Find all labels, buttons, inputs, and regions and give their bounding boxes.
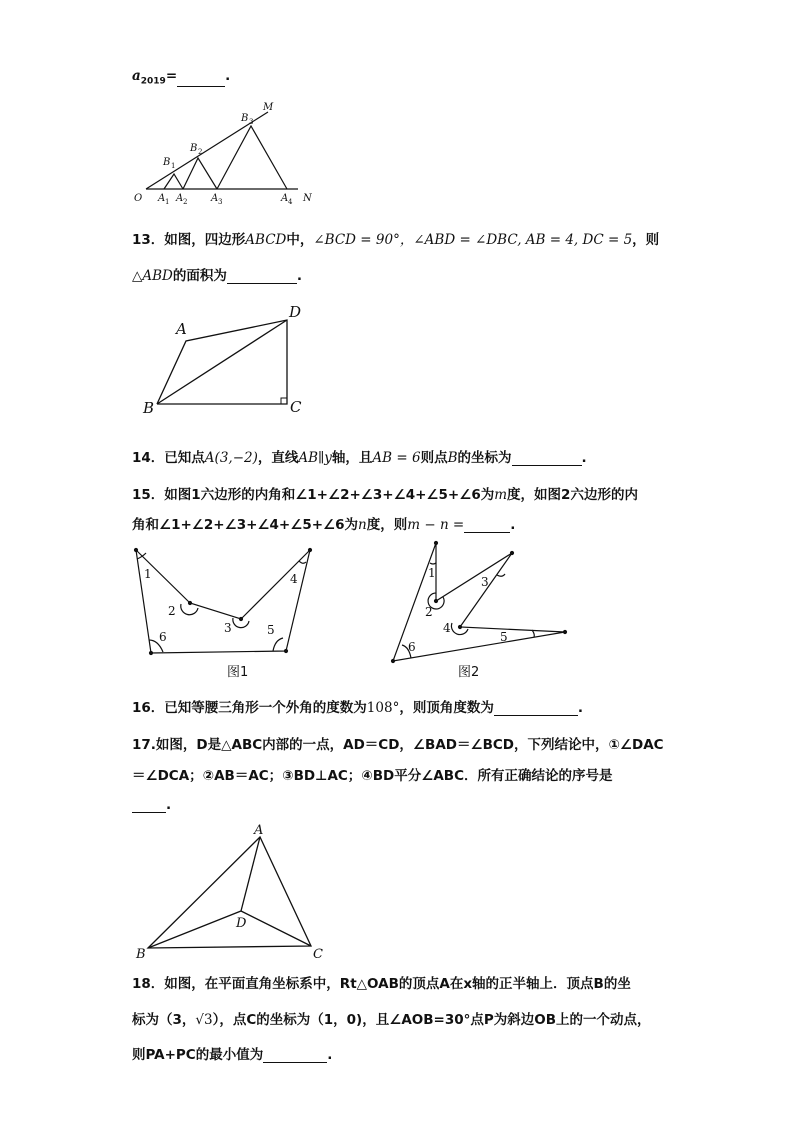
label-B3: B (241, 113, 249, 124)
q13-line1 (132, 228, 659, 248)
q17-number: 17. (132, 737, 156, 753)
label-A1: A (158, 193, 166, 204)
q16-text2: ，则顶角度数为 (399, 700, 494, 716)
q15-expr: m − n = (407, 517, 465, 533)
right-angle-mark-C (281, 398, 287, 404)
label-B1: B (163, 157, 171, 168)
q12-figure (146, 112, 298, 189)
q14-answer-blank[interactable] (512, 451, 582, 466)
q16-number: 16． (132, 700, 165, 716)
q14-text1: 已知点 (164, 450, 205, 466)
label-A1-sub: 1 (165, 198, 170, 206)
q15-fig2-labels (408, 566, 508, 680)
q13-line2-text: 的面积为 (172, 268, 227, 284)
q16-answer-blank[interactable] (494, 701, 578, 716)
q17-answer-blank[interactable] (132, 798, 166, 813)
q14-text2: ，直线 (257, 450, 299, 466)
q18-line3: 则PA+PC的最小值为 (132, 1047, 264, 1063)
q18-line1 (132, 972, 631, 992)
q15-line2a: 角和∠1+∠2+∠3+∠4+∠5+∠6为 (132, 517, 359, 533)
vertex-dot (135, 549, 138, 552)
q17-label-A: A (254, 823, 264, 838)
q18-line2a: 标为（3， (132, 1012, 196, 1028)
q16-end: . (577, 700, 583, 716)
label-A2: A (176, 193, 184, 204)
q15-figure2 (392, 542, 567, 663)
vertex-dot (285, 650, 288, 653)
vertex-dot (435, 600, 438, 603)
q16-line (132, 696, 583, 716)
segment-AD (241, 837, 260, 911)
q13-text2: 中， (286, 232, 314, 248)
angle-arc-2 (181, 604, 198, 615)
q13-cond2: ，∠ABD = ∠DBC, AB = 4, DC = 5 (399, 232, 633, 248)
q12-sub: 2019 (140, 76, 166, 87)
q17-labels (135, 823, 323, 962)
q15-line1 (132, 483, 638, 503)
label-O: O (134, 193, 143, 204)
q17-line2 (132, 764, 612, 784)
fig1-angle-label-2: 2 (168, 604, 176, 618)
angle-arc-3 (497, 574, 505, 576)
q18-line2 (132, 1008, 651, 1028)
q15-line1b: 度，如图2六边形的内 (507, 487, 638, 503)
q17-line3 (132, 797, 171, 813)
q13-triangle: △ABD (132, 268, 173, 284)
label-B3-sub: 3 (249, 118, 254, 126)
q15-answer-blank[interactable] (464, 518, 510, 533)
vertex-dot (435, 542, 438, 545)
q12-end: . (225, 68, 231, 84)
q14-point-b: B (447, 450, 458, 466)
q18-sqrt: √3 (195, 1012, 213, 1028)
q15-number: 15． (132, 487, 165, 503)
q17-line1: 如图，D是△ABC内部的一点，AD＝CD，∠BAD＝∠BCD，下列结论中，①∠DAC (155, 737, 664, 753)
q13-cond1: ∠BCD = 90° (313, 232, 400, 248)
q13-label-A: A (176, 320, 187, 338)
q17-end: . (166, 797, 172, 813)
q15-end: . (510, 517, 516, 533)
fig1-angle-label-3: 3 (224, 621, 232, 635)
label-A3: A (211, 193, 219, 204)
q12-eq: = (165, 68, 178, 84)
q18-line3 (132, 1043, 332, 1063)
q18-answer-blank[interactable] (263, 1048, 327, 1063)
triangle-A3B3A4 (217, 126, 287, 189)
q13-answer-blank[interactable] (227, 269, 297, 284)
q13-number: 13． (132, 232, 165, 248)
vertex-dot (564, 631, 567, 634)
q14-text5: 的坐标为 (457, 450, 512, 466)
vertex-dot (189, 602, 192, 605)
q18-line1: 如图，在平面直角坐标系中，Rt△OAB的顶点A在x轴的正半轴上．顶点B的坐 (164, 976, 631, 992)
fig1-angle-label-1: 1 (144, 567, 152, 581)
q14-cond: AB = 6 (372, 450, 421, 466)
q15-m: m (494, 487, 508, 503)
q13-label-D: D (289, 303, 302, 321)
fig2-angle-label-4: 4 (443, 621, 451, 635)
fig2-angle-label-2: 2 (425, 605, 433, 619)
segments-BD-DC (148, 911, 311, 948)
label-A3-sub: 3 (218, 198, 223, 206)
q13-text3: ，则 (632, 232, 660, 248)
q14-line-ab: AB∥y (298, 450, 332, 466)
q13-label-B: B (143, 399, 155, 417)
q16-text1: 已知等腰三角形一个外角的度数为 (164, 700, 367, 716)
fig2-caption: 图2 (458, 665, 480, 680)
hexagon-fig2 (393, 543, 565, 661)
q15-line2 (132, 513, 515, 533)
q18-end: . (327, 1047, 333, 1063)
q13-shape: ABCD (245, 232, 287, 248)
q17-label-C: C (313, 947, 323, 962)
q17-label-D: D (236, 916, 247, 931)
vertex-dot (150, 652, 153, 655)
vertex-dot (392, 660, 395, 663)
label-A4-sub: 4 (288, 198, 293, 206)
q13-text1: 如图，四边形 (164, 232, 246, 248)
q14-point: A(3,−2) (204, 450, 258, 466)
vertex-dot (511, 552, 514, 555)
q12-labels (134, 102, 313, 206)
angle-arc-4 (299, 561, 306, 563)
q14-text4: 则点 (420, 450, 448, 466)
fig2-angle-label-1: 1 (428, 566, 436, 580)
angle-arc-1 (430, 563, 436, 564)
label-B2: B (190, 143, 198, 154)
q13-line2 (132, 264, 302, 284)
angle-arc-5 (273, 638, 283, 651)
q18-line2b: ），点C的坐标为（1，0)，且∠AOB=30°点P为斜边OB上的一个动点， (212, 1012, 651, 1028)
q17-figure (148, 837, 311, 948)
vertex-dot (309, 549, 312, 552)
q15-fig1-labels (144, 567, 298, 680)
q13-label-C: C (290, 398, 302, 416)
q13-labels (142, 303, 302, 417)
triangle-ABC (148, 837, 311, 948)
fig2-angle-label-6: 6 (408, 640, 416, 654)
fig1-caption: 图1 (227, 665, 249, 680)
q17-line1 (132, 733, 664, 753)
q17-line2-text: ＝∠DCA；②AB＝AC；③BD⊥AC；④BD平分∠ABC．所有正确结论的序号是 (132, 768, 613, 784)
q18-number: 18． (132, 976, 165, 992)
label-A4: A (281, 193, 289, 204)
fig1-angle-label-5: 5 (267, 623, 275, 637)
q12-a: a (132, 68, 141, 84)
label-M: M (263, 102, 274, 113)
q16-angle: 108° (366, 700, 400, 716)
vertex-dot (240, 618, 243, 621)
label-A2-sub: 2 (183, 198, 188, 206)
q14-number: 14． (132, 450, 165, 466)
q15-line1a: 如图1六边形的内角和∠1+∠2+∠3+∠4+∠5+∠6为 (164, 487, 495, 503)
label-B2-sub: 2 (198, 148, 203, 156)
fig1-angle-label-6: 6 (159, 630, 167, 644)
fig1-angle-label-4: 4 (290, 572, 298, 586)
label-B1-sub: 1 (171, 162, 176, 170)
q13-end: . (296, 268, 303, 284)
vertex-dot (459, 626, 462, 629)
fig2-angle-label-5: 5 (500, 630, 508, 644)
q17-label-B: B (136, 947, 146, 962)
label-N: N (303, 193, 312, 204)
q14-end: . (581, 450, 587, 466)
q15-n: n (358, 517, 367, 533)
q14-line (132, 446, 587, 466)
q15-line2b: 度，则 (366, 517, 408, 533)
q14-text3: 轴，且 (331, 450, 373, 466)
fig2-angle-label-3: 3 (481, 575, 489, 589)
